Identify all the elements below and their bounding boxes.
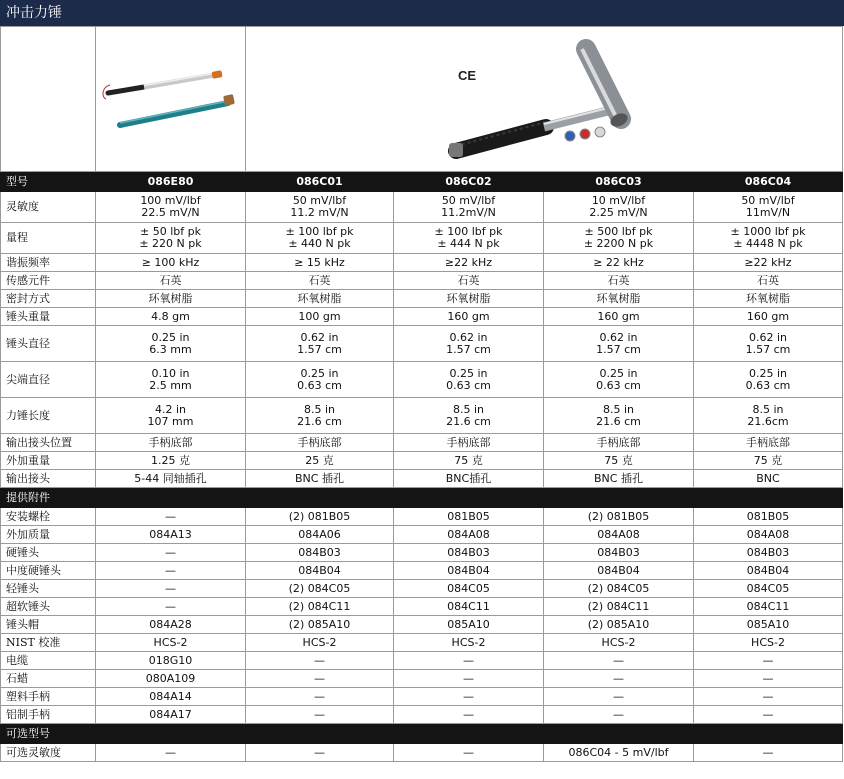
spec-row — [1, 192, 843, 223]
ce-mark: CE — [458, 68, 477, 83]
spec-label: 密封方式 — [1, 290, 96, 308]
accessory-row-value: — — [694, 706, 843, 724]
spec-label: 谐振频率 — [1, 254, 96, 272]
accessory-row-value: 084C11 — [694, 598, 843, 616]
spec-value-line: ± 2200 N pk — [583, 237, 654, 250]
spec-value — [544, 434, 694, 452]
spec-row — [1, 362, 843, 398]
image-row-label-cell — [1, 27, 96, 172]
spec-value — [246, 290, 394, 308]
spec-value-line: 21.6cm — [747, 414, 789, 428]
spec-row — [1, 326, 843, 362]
spec-value — [96, 308, 246, 326]
spec-value-line: 手柄底部 — [746, 435, 790, 449]
spec-value-line: 手柄底部 — [297, 435, 342, 449]
spec-value — [394, 272, 544, 290]
spec-value-line: 0.63 cm — [745, 378, 791, 392]
product-image-row — [1, 27, 843, 172]
accessory-row — [1, 526, 843, 544]
accessory-row-label: 安装螺栓 — [1, 508, 96, 526]
spec-value — [694, 223, 843, 254]
accessory-row-value: 084A08 — [694, 526, 843, 544]
accessory-row — [1, 634, 843, 652]
spec-value — [394, 398, 544, 434]
spec-value — [246, 398, 394, 434]
spec-value-line: 0.63 cm — [297, 378, 342, 392]
spec-value — [544, 398, 694, 434]
spec-row — [1, 223, 843, 254]
accessory-row-label: 铝制手柄 — [1, 706, 96, 724]
accessory-row-value: — — [246, 688, 394, 706]
accessory-row-value: 084B03 — [394, 544, 544, 562]
accessory-row-value: (2) 084C05 — [246, 580, 394, 598]
spec-value-line: 0.63 cm — [596, 378, 641, 392]
product-image-086C-series — [246, 27, 843, 172]
accessory-row-value: — — [544, 706, 694, 724]
accessory-row — [1, 670, 843, 688]
spec-value — [96, 272, 246, 290]
spec-value-line: 0.25 in — [748, 366, 788, 380]
accessory-row-value: 084A17 — [96, 706, 246, 724]
spec-table — [0, 26, 843, 762]
accessories-section-header-title: 提供附件 — [1, 488, 843, 508]
impact-hammer-image — [246, 27, 842, 171]
accessory-row-value: — — [694, 688, 843, 706]
accessory-row-value: 084A08 — [394, 526, 544, 544]
spec-value — [544, 223, 694, 254]
spec-value-line: 环氧树脂 — [746, 291, 790, 305]
spec-value — [544, 290, 694, 308]
spec-label: 输出接头 — [1, 470, 96, 488]
accessory-row-label: 中度硬锤头 — [1, 562, 96, 580]
spec-value-line: ± 100 lbf pk — [434, 225, 503, 238]
accessory-row-value: (2) 081B05 — [544, 508, 694, 526]
accessory-row-value: 084C05 — [394, 580, 544, 598]
spec-value-line: 手柄底部 — [446, 435, 491, 449]
spec-value-line: 0.25 in — [449, 366, 488, 380]
optional-row-value: 086C04 - 5 mV/lbf — [544, 744, 694, 762]
spec-value — [544, 308, 694, 326]
optional-row-value: — — [246, 744, 394, 762]
accessory-row-value: (2) 081B05 — [246, 508, 394, 526]
spec-value-line: ≥ 100 kHz — [141, 255, 200, 269]
accessory-row-value: (2) 084C11 — [544, 598, 694, 616]
accessory-row-value: — — [96, 508, 246, 526]
spec-value-line: 石英 — [159, 273, 182, 287]
spec-value-line: 160 gm — [447, 309, 490, 323]
spec-value — [96, 254, 246, 272]
accessory-row — [1, 508, 843, 526]
model-086C01: 086C01 — [246, 172, 394, 192]
accessory-row-value: — — [544, 670, 694, 688]
spec-value-line: 107 mm — [147, 414, 194, 428]
accessory-row-value: — — [694, 670, 843, 688]
spec-value — [544, 326, 694, 362]
accessory-row-value: — — [394, 670, 544, 688]
spec-value-line: 环氧树脂 — [148, 291, 193, 305]
spec-value-line: 手柄底部 — [596, 435, 641, 449]
spec-value-line: ± 220 N pk — [139, 237, 202, 250]
spec-value — [394, 192, 544, 223]
optional-section-header-title: 可选型号 — [1, 724, 843, 744]
accessory-row-label: 锤头帽 — [1, 616, 96, 634]
accessory-row — [1, 616, 843, 634]
spec-value-line: 50 mV/lbf — [441, 194, 496, 207]
accessory-row — [1, 562, 843, 580]
optional-row — [1, 744, 843, 762]
spec-value-line: 环氧树脂 — [297, 291, 342, 305]
spec-value — [394, 308, 544, 326]
model-086C02: 086C02 — [394, 172, 544, 192]
accessory-row-value: — — [394, 688, 544, 706]
spec-value-line: ≥22 kHz — [744, 255, 792, 269]
accessory-row-label: 外加质量 — [1, 526, 96, 544]
spec-value-line: 21.6 cm — [446, 414, 491, 428]
spec-value-line: BNC插孔 — [445, 471, 492, 485]
spec-value-line: 2.25 mV/N — [589, 206, 648, 219]
spec-value — [394, 452, 544, 470]
spec-value — [394, 254, 544, 272]
spec-value — [694, 326, 843, 362]
accessory-row-value: 084C05 — [694, 580, 843, 598]
optional-row-value: — — [96, 744, 246, 762]
spec-value — [544, 470, 694, 488]
accessory-row-label: 石蜡 — [1, 670, 96, 688]
spec-value-line: 8.5 in — [303, 402, 336, 416]
spec-value-line: 0.62 in — [300, 330, 339, 344]
spec-value — [694, 272, 843, 290]
accessory-row-value: — — [544, 688, 694, 706]
accessory-row-value: HCS-2 — [96, 634, 246, 652]
header-label: 型号 — [1, 172, 96, 192]
spec-value-line: 8.5 in — [452, 402, 485, 416]
spec-value — [246, 223, 394, 254]
spec-value-line: 1.57 cm — [446, 342, 491, 356]
spec-label: 锤头重量 — [1, 308, 96, 326]
spec-label: 外加重量 — [1, 452, 96, 470]
spec-value-line: 0.25 in — [300, 366, 339, 380]
spec-label: 尖端直径 — [1, 362, 96, 398]
spec-row — [1, 272, 843, 290]
accessory-row-value: 084B03 — [694, 544, 843, 562]
spec-value-line: BNC — [756, 471, 780, 485]
spec-value-line: 11mV/N — [745, 206, 791, 219]
accessory-row-value: 081B05 — [694, 508, 843, 526]
title-bar — [0, 0, 844, 26]
accessory-row-value: 084A14 — [96, 688, 246, 706]
spec-value-line: 4.8 gm — [151, 309, 190, 323]
optional-section-header — [1, 724, 843, 744]
spec-value — [544, 362, 694, 398]
accessory-row-value: 084B03 — [246, 544, 394, 562]
accessory-row-value: — — [96, 544, 246, 562]
spec-row — [1, 470, 843, 488]
spec-value — [246, 308, 394, 326]
accessory-row-value: — — [394, 652, 544, 670]
spec-value — [246, 362, 394, 398]
spec-value — [96, 223, 246, 254]
accessory-row-value: 080A109 — [96, 670, 246, 688]
accessory-row-value: (2) 084C05 — [544, 580, 694, 598]
spec-value-line: ± 100 lbf pk — [285, 225, 354, 238]
accessory-row-value: 084A08 — [544, 526, 694, 544]
accessory-row-label: 电缆 — [1, 652, 96, 670]
spec-label: 锤头直径 — [1, 326, 96, 362]
spec-value-line: 石英 — [607, 273, 630, 287]
spec-value — [394, 434, 544, 452]
spec-value — [694, 452, 843, 470]
model-header-row — [1, 172, 843, 192]
accessory-row-value: 084B04 — [246, 562, 394, 580]
spec-value-line: ± 444 N pk — [437, 237, 500, 250]
accessory-row-label: 轻锤头 — [1, 580, 96, 598]
spec-row — [1, 254, 843, 272]
spec-value-line: ≥ 22 kHz — [593, 255, 644, 269]
accessory-row-value: 084B03 — [544, 544, 694, 562]
spec-label: 传感元件 — [1, 272, 96, 290]
accessory-row-value: (2) 084C11 — [246, 598, 394, 616]
spec-value-line: 环氧树脂 — [596, 291, 641, 305]
spec-value-line: ± 50 lbf pk — [140, 225, 201, 238]
accessory-row-value: HCS-2 — [544, 634, 694, 652]
accessory-row-value: 084C11 — [394, 598, 544, 616]
spec-value — [394, 326, 544, 362]
spec-value-line: 21.6 cm — [297, 414, 342, 428]
spec-value-line: 0.25 in — [151, 330, 190, 344]
accessory-row-value: — — [694, 652, 843, 670]
spec-value — [246, 272, 394, 290]
spec-value-line: 石英 — [757, 273, 779, 287]
accessory-row-value: — — [246, 670, 394, 688]
accessory-row-value: 084B04 — [544, 562, 694, 580]
accessory-row — [1, 544, 843, 562]
spec-value — [694, 290, 843, 308]
spec-value-line: ≥22 kHz — [444, 255, 493, 269]
spec-value-line: 50 mV/lbf — [741, 194, 795, 207]
spec-value-line: 75 克 — [753, 453, 783, 467]
spec-value — [96, 326, 246, 362]
spec-value — [246, 452, 394, 470]
model-086C04: 086C04 — [694, 172, 843, 192]
spec-value — [694, 434, 843, 452]
spec-value — [246, 254, 394, 272]
spec-value-line: 6.3 mm — [149, 342, 192, 356]
spec-value-line: 0.62 in — [599, 330, 638, 344]
spec-value — [394, 223, 544, 254]
spec-value-line: 4.2 in — [154, 402, 187, 416]
spec-value-line: 1.57 cm — [745, 342, 791, 356]
spec-value-line: 75 克 — [604, 453, 633, 467]
accessory-row-label: 塑料手柄 — [1, 688, 96, 706]
spec-value — [96, 290, 246, 308]
accessory-row-label: NIST 校准 — [1, 634, 96, 652]
accessory-row-value: — — [96, 580, 246, 598]
spec-value-line: 75 克 — [454, 453, 483, 467]
spec-value — [96, 434, 246, 452]
spec-value — [96, 470, 246, 488]
spec-row — [1, 452, 843, 470]
spec-value-line: 11.2mV/N — [441, 206, 496, 219]
spec-value-line: BNC 插孔 — [594, 471, 643, 485]
spec-value-line: BNC 插孔 — [295, 471, 344, 485]
spec-value — [246, 192, 394, 223]
spec-row — [1, 290, 843, 308]
spec-value-line: 1.57 cm — [297, 342, 342, 356]
spec-value — [96, 398, 246, 434]
mini-hammer-image — [96, 27, 244, 171]
spec-value-line: 8.5 in — [752, 402, 784, 416]
spec-value-line: 0.62 in — [449, 330, 488, 344]
accessory-row-value: 085A10 — [694, 616, 843, 634]
spec-value — [394, 362, 544, 398]
accessory-row-value: 018G10 — [96, 652, 246, 670]
spec-value — [246, 326, 394, 362]
spec-value — [246, 470, 394, 488]
accessory-row — [1, 598, 843, 616]
spec-value — [394, 470, 544, 488]
spec-value-line: 160 gm — [597, 309, 640, 323]
spec-value — [694, 192, 843, 223]
accessory-row-value: 084A28 — [96, 616, 246, 634]
spec-value-line: 50 mV/lbf — [292, 194, 347, 207]
spec-value — [544, 192, 694, 223]
spec-value-line: ± 500 lbf pk — [584, 225, 653, 238]
spec-value — [96, 452, 246, 470]
spec-label: 灵敏度 — [1, 192, 96, 223]
spec-value-line: ≥ 15 kHz — [294, 255, 345, 269]
accessory-row-value: — — [246, 706, 394, 724]
spec-value — [246, 434, 394, 452]
spec-value — [96, 192, 246, 223]
page-title: 冲击力锤 — [6, 5, 62, 21]
spec-value — [96, 362, 246, 398]
spec-label: 量程 — [1, 223, 96, 254]
accessory-row-value: 084A06 — [246, 526, 394, 544]
spec-value — [394, 290, 544, 308]
model-086C03: 086C03 — [544, 172, 694, 192]
spec-value-line: 5-44 同轴插孔 — [134, 471, 207, 485]
spec-value-line: 手柄底部 — [148, 435, 193, 449]
model-086E80: 086E80 — [96, 172, 246, 192]
accessory-row-value: 085A10 — [394, 616, 544, 634]
accessory-row — [1, 688, 843, 706]
spec-value — [694, 362, 843, 398]
optional-row-label: 可选灵敏度 — [1, 744, 96, 762]
spec-value — [694, 308, 843, 326]
spec-value-line: 环氧树脂 — [446, 291, 491, 305]
accessory-row-value: — — [544, 652, 694, 670]
spec-value — [694, 398, 843, 434]
accessory-row-value: — — [96, 598, 246, 616]
spec-value-line: ± 4448 N pk — [733, 237, 803, 250]
spec-value-line: 石英 — [457, 273, 480, 287]
spec-row — [1, 398, 843, 434]
spec-value-line: 160 gm — [746, 309, 790, 323]
accessory-row-value: (2) 085A10 — [544, 616, 694, 634]
spec-value-line: 11.2 mV/N — [290, 206, 349, 219]
accessory-row-value: (2) 085A10 — [246, 616, 394, 634]
accessory-row-value: HCS-2 — [246, 634, 394, 652]
spec-value-line: 21.6 cm — [596, 414, 641, 428]
accessory-row-value: 081B05 — [394, 508, 544, 526]
optional-row-value: — — [694, 744, 843, 762]
spec-value-line: 2.5 mm — [149, 378, 192, 392]
spec-value — [694, 254, 843, 272]
spec-value-line: ± 440 N pk — [288, 237, 351, 250]
accessory-row-value: — — [246, 652, 394, 670]
product-image-086E80 — [96, 27, 246, 172]
accessory-row — [1, 580, 843, 598]
accessory-row — [1, 652, 843, 670]
spec-value-line: 1.57 cm — [596, 342, 641, 356]
spec-value-line: 22.5 mV/N — [141, 206, 200, 219]
spec-value-line: 0.62 in — [748, 330, 788, 344]
spec-value — [544, 254, 694, 272]
accessory-row-value: 084B04 — [394, 562, 544, 580]
optional-row-value: — — [394, 744, 544, 762]
spec-value-line: 10 mV/lbf — [591, 194, 646, 207]
spec-value-line: 0.63 cm — [446, 378, 491, 392]
spec-value-line: 100 gm — [298, 309, 341, 323]
accessory-row-value: — — [96, 562, 246, 580]
spec-value — [544, 452, 694, 470]
spec-value-line: 0.10 in — [151, 366, 190, 380]
accessory-row-value: HCS-2 — [694, 634, 843, 652]
accessory-row-label: 硬锤头 — [1, 544, 96, 562]
spec-label: 力锤长度 — [1, 398, 96, 434]
spec-label: 输出接头位置 — [1, 434, 96, 452]
accessory-row-value: 084A13 — [96, 526, 246, 544]
spec-value-line: ± 1000 lbf pk — [730, 225, 806, 238]
spec-row — [1, 308, 843, 326]
accessory-row-value: — — [394, 706, 544, 724]
accessories-section-header — [1, 488, 843, 508]
spec-value-line: 1.25 克 — [151, 453, 190, 467]
spec-value — [544, 272, 694, 290]
accessory-row-value: 084B04 — [694, 562, 843, 580]
spec-value-line: 25 克 — [305, 453, 334, 467]
spec-value-line: 8.5 in — [602, 402, 635, 416]
accessory-row-label: 超软锤头 — [1, 598, 96, 616]
spec-value-line: 100 mV/lbf — [140, 194, 201, 207]
spec-value-line: 0.25 in — [599, 366, 638, 380]
spec-value-line: 石英 — [308, 273, 331, 287]
accessory-row-value: HCS-2 — [394, 634, 544, 652]
spec-value — [694, 470, 843, 488]
spec-row — [1, 434, 843, 452]
accessory-row — [1, 706, 843, 724]
